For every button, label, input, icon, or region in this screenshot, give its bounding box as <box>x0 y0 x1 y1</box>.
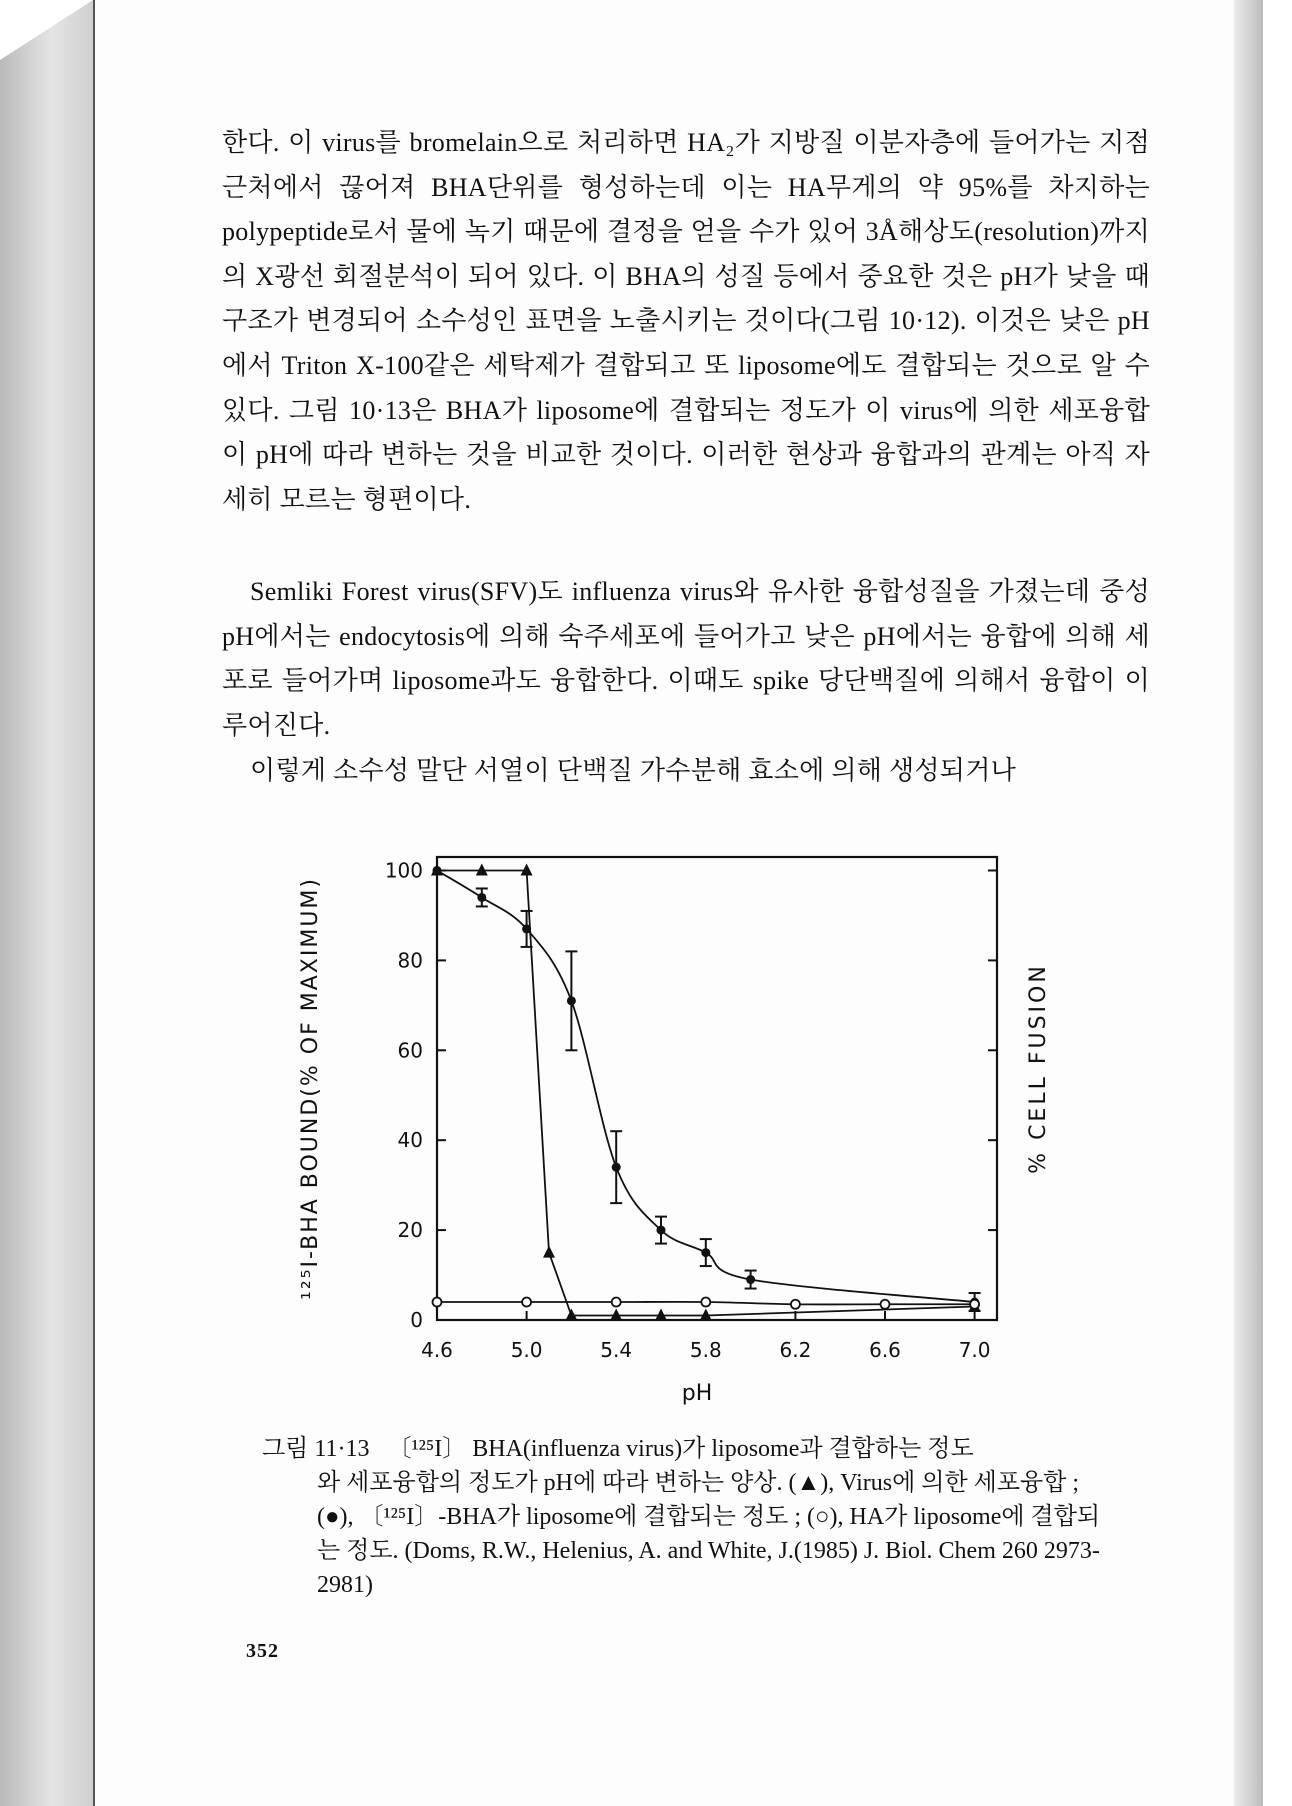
x-tick-label: 4.6 <box>421 1338 453 1362</box>
filled-circle-point <box>567 996 576 1005</box>
x-tick-label: 6.6 <box>869 1338 901 1362</box>
filled-circle-point <box>612 1163 621 1172</box>
filled-circle-point <box>433 866 442 875</box>
paragraph-1: 한다. 이 virus를 bromelain으로 처리하면 HA₂가 지방질 이분자층에 들어가는 지점 근처에서 끊어져 BHA단위를 형성하는데 이는 HA무게의 약 95%를 차지하는 polypeptide로서 물에 녹기 때문에 결정을 얻을 수가 있어 3Å해상도(resolution)까지의 X광선 회절분석이 되어 있다. 이 BHA의 성질 등에서 중요한 것은 pH가 낮을 때 구조가 변경되어 소수성인 표면을 노출시키는 것이다(그림 10·12). 이것은 낮은 pH에서 Triton X-100같은 세탁제가 결합되고 또 liposome에도 결합되는 것으로 알 수 있다. 그림 10·13은 BHA가 liposome에 결합되는 정도가 이 virus에 의한 세포융합이 pH에 따라 변하는 것을 비교한 것이다. 이러한 현상과 융합과의 관계는 아직 자세히 모르는 형편이다. <box>222 128 1150 514</box>
triangle-point <box>543 1246 555 1258</box>
filled-circle-point <box>701 1248 710 1257</box>
paragraph-2: Semliki Forest virus(SFV)도 influenza virus와 유사한 융합성질을 가졌는데 중성 pH에서는 endocytosis에 의해 숙주세포에 들어가고 낮은 pH에서는 융합에 의해 세포로 들어가며 liposome과도 융합한다. 이때도 spike 당단백질에 의해서 융합이 이루어진다. <box>222 577 1150 740</box>
book-spine-edge <box>0 0 93 1806</box>
triangle-point <box>565 1309 577 1321</box>
filled-circle-point <box>746 1275 755 1284</box>
y-tick-label: 40 <box>397 1128 423 1153</box>
series-line-2 <box>437 870 975 1302</box>
y-tick-label: 0 <box>410 1308 423 1332</box>
plot-frame <box>437 857 997 1320</box>
filled-circle-point <box>522 924 531 933</box>
x-tick-label: 5.0 <box>510 1338 543 1362</box>
caption-line-1: 〔¹²⁵I〕 BHA(influenza virus)가 liposome과 결합하는 정도 <box>387 1436 974 1462</box>
x-tick-label: 5.8 <box>689 1338 722 1362</box>
open-circle-point <box>791 1300 800 1309</box>
triangle-point <box>521 863 533 875</box>
caption-label: 그림 11·13 <box>262 1436 370 1462</box>
figure-chart <box>300 820 1060 1420</box>
paragraph-3: 이렇게 소수성 말단 서열이 단백질 가수분해 효소에 의해 생성되거나 <box>250 756 1017 785</box>
y-tick-label: 100 <box>384 858 423 883</box>
y-axis-right-label: % CELL FUSION <box>1026 963 1051 1174</box>
triangle-point <box>655 1309 667 1321</box>
open-circle-point <box>433 1298 442 1307</box>
y-tick-label: 20 <box>397 1218 423 1243</box>
filled-circle-point <box>657 1226 666 1235</box>
figure-caption <box>262 1432 1112 1602</box>
open-circle-point <box>970 1300 979 1309</box>
ph-binding-chart <box>300 820 1060 1420</box>
triangle-point <box>476 863 488 875</box>
open-circle-point <box>522 1298 531 1307</box>
y-axis-label: ¹²⁵I-BHA BOUND(% OF MAXIMUM) <box>300 877 323 1300</box>
x-tick-label: 7.0 <box>958 1338 991 1362</box>
y-tick-label: 60 <box>397 1038 423 1063</box>
caption-body: 와 세포융합의 정도가 pH에 따라 변하는 양상. (▲), Virus에 의한 세포융합 ; (●), 〔¹²⁵I〕-BHA가 liposome에 결합되는 정도 ; (○), HA가 liposome에 결합되는 정도. (Doms, R.W., Helenius, A. and White, J.(1985) J. Biol. Chem 260 2973-2981) <box>317 1470 1101 1598</box>
open-circle-point <box>701 1298 710 1307</box>
y-tick-label: 80 <box>397 948 423 973</box>
open-circle-point <box>612 1298 621 1307</box>
page-number: 352 <box>246 1640 279 1662</box>
open-circle-point <box>881 1300 890 1309</box>
triangle-point <box>610 1309 622 1321</box>
x-tick-label: 5.4 <box>600 1338 633 1362</box>
page-edge-shadow <box>1234 0 1263 1806</box>
x-tick-label: 6.2 <box>779 1338 812 1362</box>
x-axis-label: pH <box>681 1381 713 1406</box>
filled-circle-point <box>477 893 486 902</box>
